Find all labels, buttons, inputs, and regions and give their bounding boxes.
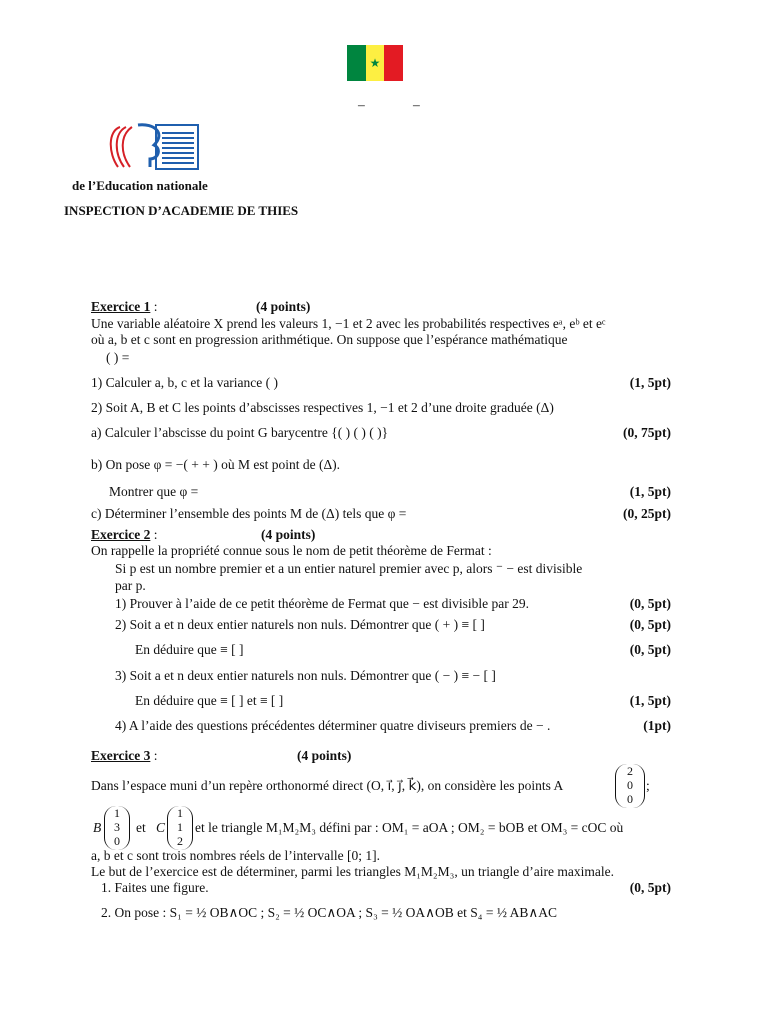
ex1-q2: 2) Soit A, B et C les points d’abscisses respectives 1, −1 et 2 d’une droite graduée (Δ)	[91, 400, 554, 415]
ex1-qc: c) Déterminer l’ensemble des points M de (Δ) tels que φ =	[91, 506, 407, 521]
header-dash-right: –	[413, 97, 420, 112]
ex2-q2b: En déduire que ≡ [ ]	[135, 642, 244, 657]
ex3-line1: Dans l’espace muni d’un repère orthonormé direct (O, i⃗, j⃗, k⃗), on considère les points A	[91, 778, 564, 793]
ex1-colon: :	[150, 299, 158, 314]
ex1-heading	[91, 299, 158, 315]
vector-c-z: 2	[177, 834, 183, 848]
ex3-line4: Le but de l’exercice est de déterminer, parmi les triangles M₁M₂M₃, un triangle d’aire maximale.	[91, 864, 615, 879]
ex1-line1: Une variable aléatoire X prend les valeurs 1, −1 et 2 avec les probabilités respectives eᵃ, eᵇ et eᶜ	[91, 316, 606, 331]
ex1-q1: 1) Calculer a, b, c et la variance ( )	[91, 375, 279, 390]
ex3-points: (4 points)	[297, 748, 352, 763]
ex1-qb2-points: (1, 5pt)	[629, 484, 671, 499]
ex3-line2: et le triangle M₁M₂M₃ défini par : OM₁ = aOA ; OM₂ = bOB et OM₃ = cOC où	[195, 820, 624, 835]
ex2-q2-points: (0, 5pt)	[629, 617, 671, 632]
ex1-points: (4 points)	[256, 299, 311, 314]
ex2-q1: 1) Prouver à l’aide de ce petit théorème de Fermat que − est divisible par 29.	[115, 596, 529, 611]
ex3-line3: a, b et c sont trois nombres réels de l’intervalle [0; 1].	[91, 848, 381, 863]
ex3-q1-points: (0, 5pt)	[629, 880, 671, 895]
vector-a-z: 0	[627, 792, 633, 806]
ex2-line1: On rappelle la propriété connue sous le nom de petit théorème de Fermat :	[91, 543, 492, 558]
ex2-q2: 2) Soit a et n deux entier naturels non nuls. Démontrer que ( + ) ≡ [ ]	[115, 617, 485, 632]
ex1-q1-points: (1, 5pt)	[629, 375, 671, 390]
vector-b-x: 1	[114, 806, 120, 820]
ex1-qb: b) On pose φ = −( + + ) où M est point de (Δ).	[91, 457, 341, 472]
senegal-flag	[347, 45, 403, 81]
ex3-title: Exercice 3	[91, 748, 151, 763]
ex2-q3b-points: (1, 5pt)	[629, 693, 671, 708]
vector-b-y: 3	[114, 820, 120, 834]
point-c-label: C	[156, 820, 166, 835]
ex2-q3: 3) Soit a et n deux entier naturels non nuls. Démontrer que ( − ) ≡ − [ ]	[115, 668, 496, 683]
flag-stripe-yellow: ★	[366, 45, 385, 81]
ex3-q2: 2. On pose : S₁ = ½ OB∧OC ; S₂ = ½ OC∧OA ; S₃ = ½ OA∧OB et S₄ = ½ AB∧AC	[101, 905, 557, 920]
ex2-q3b: En déduire que ≡ [ ] et ≡ [ ]	[135, 693, 284, 708]
vector-c	[167, 806, 193, 850]
vector-c-x: 1	[177, 806, 183, 820]
ex3-heading	[91, 748, 158, 764]
vector-b	[104, 806, 130, 850]
ex2-q2b-points: (0, 5pt)	[629, 642, 671, 657]
ex2-q4-points: (1pt)	[643, 718, 671, 733]
ex1-line3: ( ) =	[106, 350, 130, 365]
ex3-line1-end: ;	[646, 778, 650, 793]
academy-name: INSPECTION D’ACADEMIE DE THIES	[64, 203, 299, 218]
ex2-line3: par p.	[115, 578, 146, 593]
ex2-title: Exercice 2	[91, 527, 151, 542]
ex2-colon: :	[150, 527, 158, 542]
ministry-logo-icon	[104, 123, 200, 171]
ex1-qb2: Montrer que φ =	[109, 484, 199, 499]
vector-c-y: 1	[177, 820, 183, 834]
ex1-qa-points: (0, 75pt)	[623, 425, 671, 440]
ex2-q1-points: (0, 5pt)	[629, 596, 671, 611]
ministry-name: de l’Education nationale	[72, 178, 208, 193]
point-b-label: B	[93, 820, 102, 835]
vector-a-x: 2	[627, 764, 633, 778]
vector-b-z: 0	[114, 834, 120, 848]
ex1-title: Exercice 1	[91, 299, 151, 314]
ex2-points: (4 points)	[261, 527, 316, 542]
flag-stripe-green	[347, 45, 366, 81]
header-dash-left: –	[358, 97, 365, 112]
ex3-q1: 1. Faites une figure.	[101, 880, 209, 895]
ex3-colon: :	[150, 748, 158, 763]
ex2-line2: Si p est un nombre premier et a un entier naturel premier avec p, alors ⁻ − est divisible	[115, 561, 583, 576]
et-word: et	[136, 820, 146, 835]
ex1-qc-points: (0, 25pt)	[623, 506, 671, 521]
ex2-q4: 4) A l’aide des questions précédentes déterminer quatre diviseurs premiers de − .	[115, 718, 551, 733]
ex2-heading	[91, 527, 158, 543]
vector-a-y: 0	[627, 778, 633, 792]
ex1-qa: a) Calculer l’abscisse du point G barycentre {( ) ( ) ( )}	[91, 425, 389, 440]
flag-stripe-red	[384, 45, 403, 81]
ex1-line2: où a, b et c sont en progression arithmétique. On suppose que l’espérance mathématique	[91, 332, 568, 347]
vector-a	[615, 764, 645, 808]
